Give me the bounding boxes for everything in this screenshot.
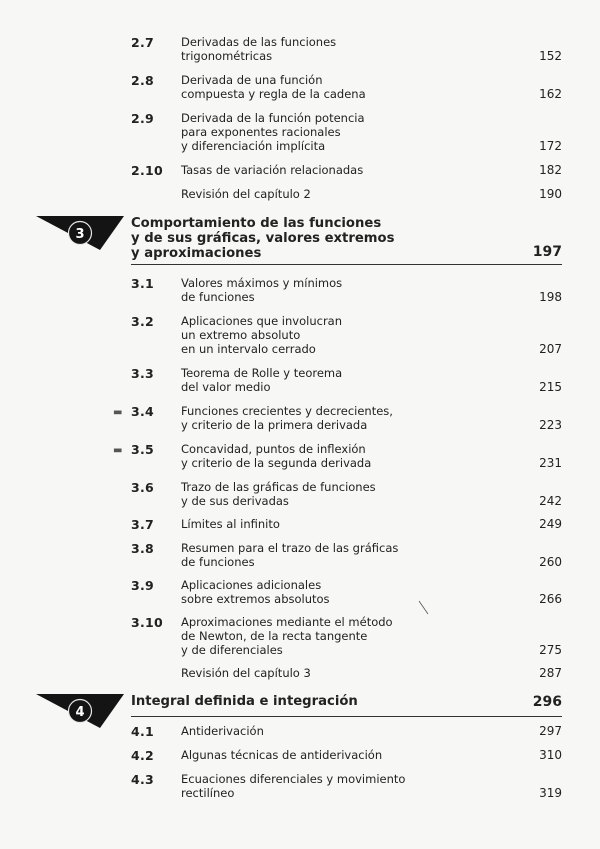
section-number: 4.2 — [131, 748, 155, 763]
section-title: Derivada de una función compuesta y regla de la cadena — [181, 73, 366, 101]
section-title: Concavidad, puntos de inflexión y criterio de la segunda derivada — [181, 442, 372, 470]
page-number: 319 — [539, 786, 562, 800]
chapter-number: 4 — [75, 705, 85, 720]
page-number: 310 — [539, 748, 562, 762]
page-number: 297 — [539, 724, 562, 738]
page-number: 182 — [539, 163, 562, 177]
section-number: 4.1 — [131, 724, 155, 739]
section-title: Teorema de Rolle y teorema del valor medio — [181, 366, 343, 394]
page-number: 190 — [539, 187, 562, 201]
section-title: Ecuaciones diferenciales y movimiento rectilíneo — [181, 772, 406, 800]
page-number: 249 — [539, 517, 562, 531]
page-number: 207 — [539, 342, 562, 356]
page-number: 162 — [539, 87, 562, 101]
section-number: 3.7 — [131, 517, 155, 532]
section-number: 3.1 — [131, 276, 155, 291]
page-number: 152 — [539, 49, 562, 63]
chapter-divider — [131, 264, 562, 265]
margin-dash-icon: ▬ — [113, 407, 123, 418]
section-title: Revisión del capítulo 3 — [181, 666, 311, 680]
chapter-badge-icon — [36, 694, 124, 728]
section-title: Derivada de la función potencia para exponentes racionales y diferenciación implícita — [181, 111, 365, 153]
page-number: 287 — [539, 666, 562, 680]
section-title: Trazo de las gráficas de funciones y de sus derivadas — [181, 480, 376, 508]
chapter-badge-icon — [36, 216, 124, 250]
section-number: 2.9 — [131, 111, 155, 126]
section-title: Aplicaciones que involucran un extremo absoluto en un intervalo cerrado — [181, 314, 343, 356]
page-number: 231 — [539, 456, 562, 470]
chapter-title: Integral definida e integración — [131, 694, 358, 709]
section-number: 3.5 — [131, 442, 155, 457]
page-number: 223 — [539, 418, 562, 432]
page-number: 266 — [539, 592, 562, 606]
section-number: 3.3 — [131, 366, 155, 381]
page-number: 260 — [539, 555, 562, 569]
margin-dash-icon: ▬ — [113, 445, 123, 456]
section-title: Resumen para el trazo de las gráficas de funciones — [181, 541, 399, 569]
section-number: 3.8 — [131, 541, 155, 556]
section-number: 3.2 — [131, 314, 155, 329]
section-number: 3.10 — [131, 615, 164, 630]
section-title: Aproximaciones mediante el método de Newton, de la recta tangente y de diferenciales — [181, 615, 393, 657]
section-title: Algunas técnicas de antiderivación — [181, 748, 383, 762]
section-number: 3.4 — [131, 404, 155, 419]
pen-mark-icon — [418, 600, 430, 616]
section-number: 3.6 — [131, 480, 155, 495]
page-number: 198 — [539, 290, 562, 304]
section-title: Derivadas de las funciones trigonométricas — [181, 35, 337, 63]
section-number: 2.7 — [131, 35, 155, 50]
page-number: 215 — [539, 380, 562, 394]
page-number: 275 — [539, 643, 562, 657]
section-title: Funciones crecientes y decrecientes, y criterio de la primera derivada — [181, 404, 393, 432]
page-number: 242 — [539, 494, 562, 508]
chapter-title: Comportamiento de las funciones y de sus gráficas, valores extremos y aproximaciones — [131, 216, 395, 261]
chapter-page-number: 197 — [532, 244, 562, 260]
section-number: 3.9 — [131, 578, 155, 593]
section-title: Límites al infinito — [181, 517, 280, 531]
section-title: Antiderivación — [181, 724, 264, 738]
section-title: Tasas de variación relacionadas — [181, 163, 364, 177]
section-title: Revisión del capítulo 2 — [181, 187, 311, 201]
chapter-page-number: 296 — [532, 694, 562, 710]
chapter-divider — [131, 716, 562, 717]
section-number: 2.8 — [131, 73, 155, 88]
page-number: 172 — [539, 139, 562, 153]
section-title: Valores máximos y mínimos de funciones — [181, 276, 343, 304]
chapter-number: 3 — [75, 227, 85, 242]
section-title: Aplicaciones adicionales sobre extremos absolutos — [181, 578, 330, 606]
section-number: 2.10 — [131, 163, 164, 178]
section-number: 4.3 — [131, 772, 155, 787]
